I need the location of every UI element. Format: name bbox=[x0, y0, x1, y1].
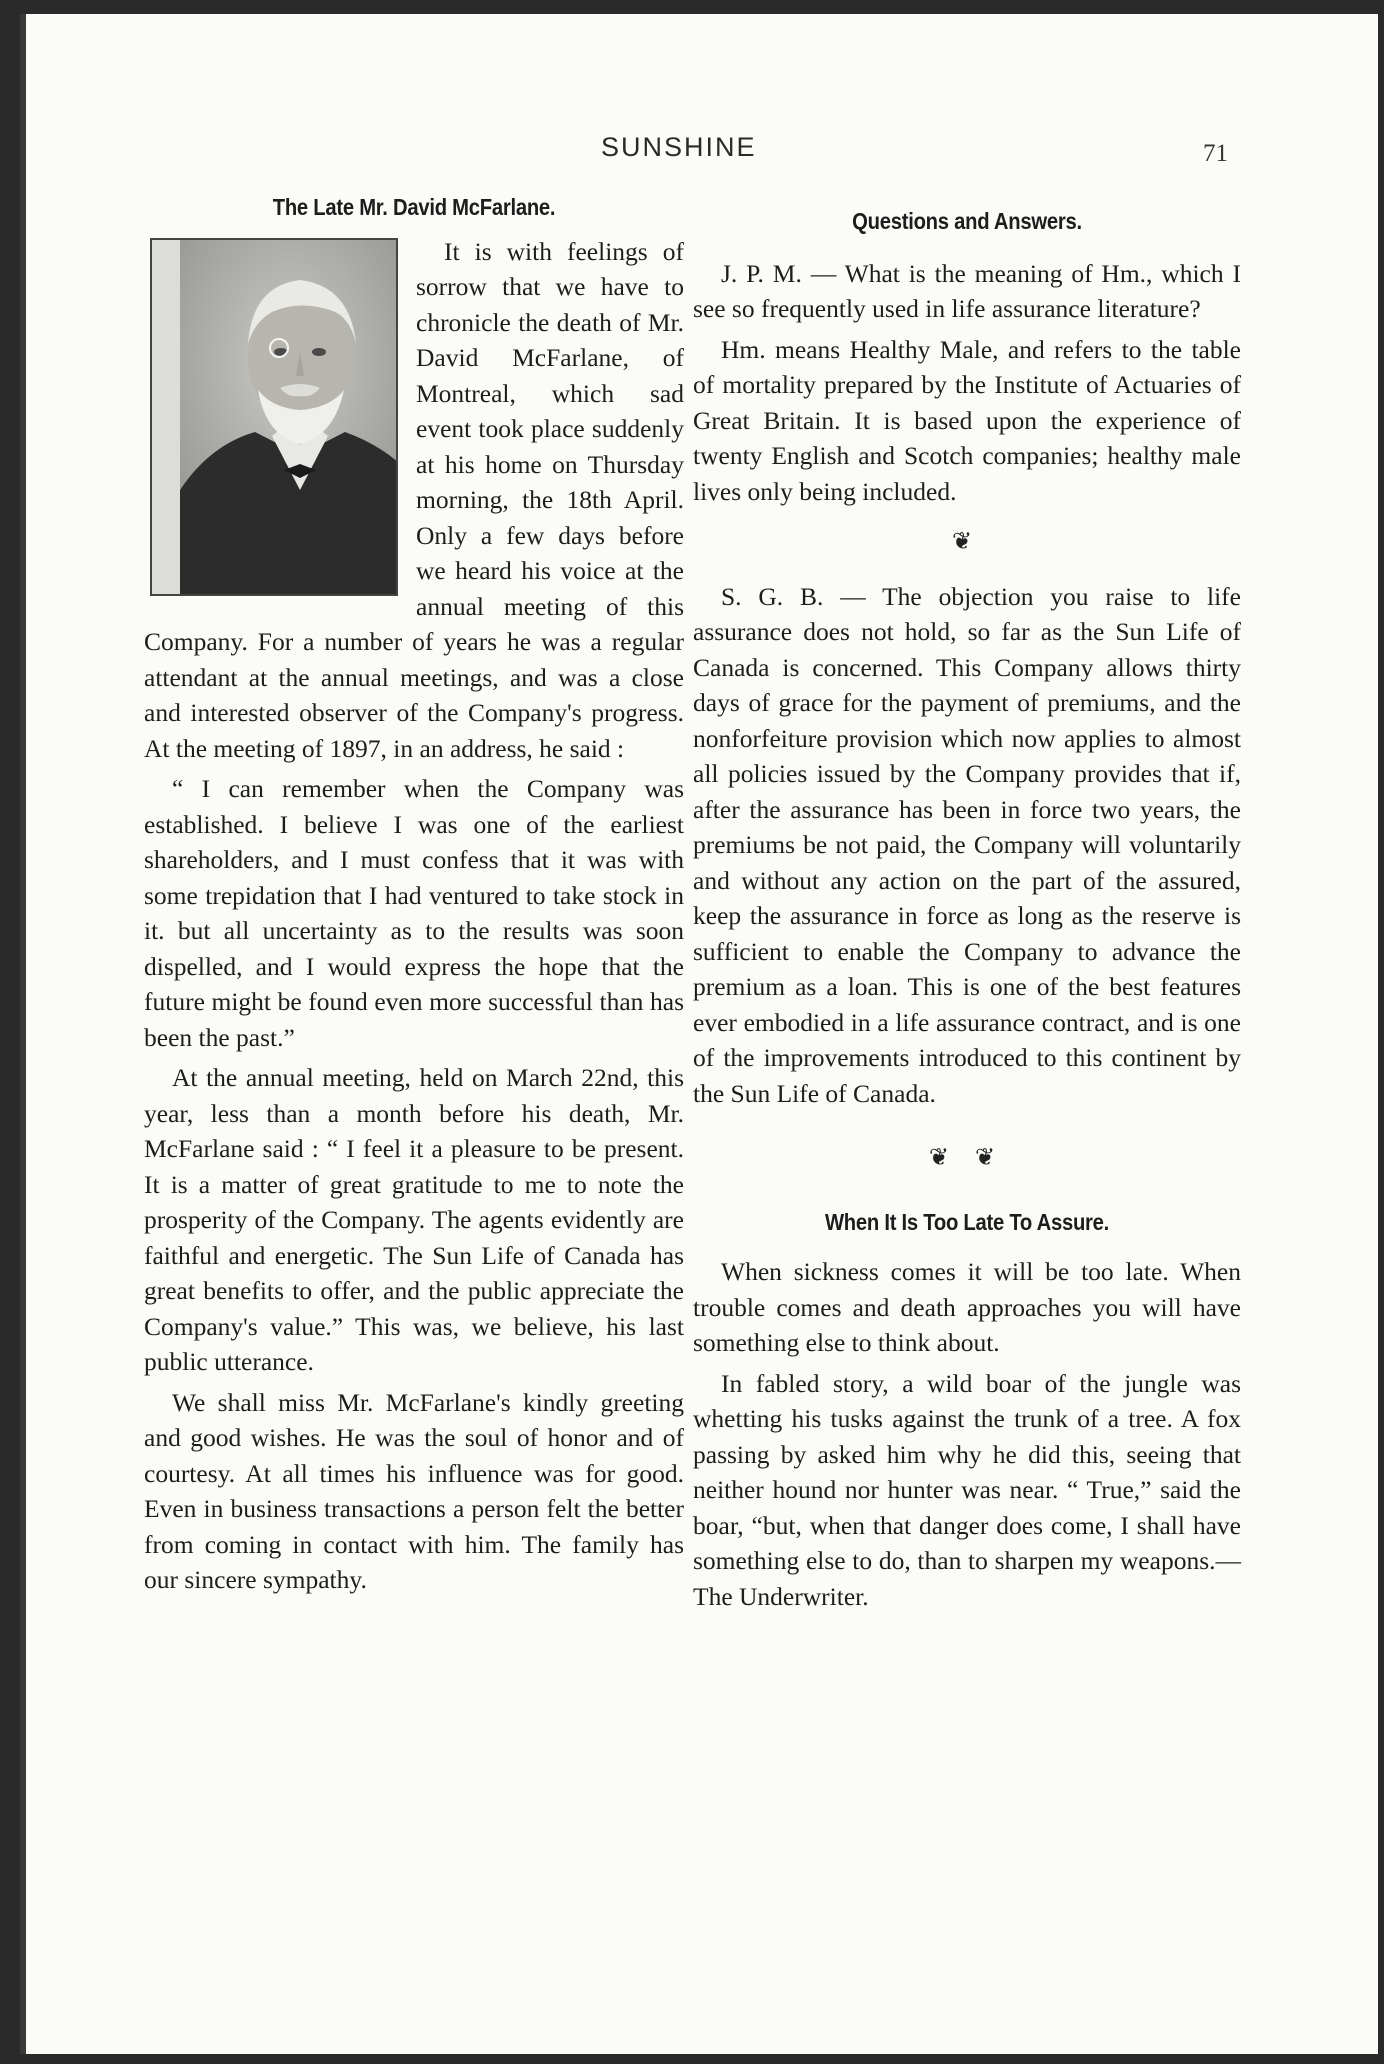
fleuron-icon: ❦ bbox=[951, 529, 983, 555]
running-title: SUNSHINE bbox=[601, 132, 757, 162]
obituary-paragraph-2: “ I can remember when the Company was established. I believe I was one of the earliest shareholders, and I must confess that it was with some trepidation that I had ventured to take stock in it. but all uncertainty as to the results was soon dispelled, and I would express the hope that the future might be found even more successful than has been the past.” bbox=[144, 774, 684, 1052]
questions-heading: Questions and Answers. bbox=[852, 208, 1082, 234]
question-2: S. G. B. — The objection you raise to life assurance does not hold, so far as the Sun Life of Canada is concerned. This Company allows thirty days of grace for the payment of premiums, and the nonforfeiture provision which now applies to almost all policies issued by the Company provides that if, after the assurance has been in force two years, the premiums be not paid, the Company will voluntarily and without any action on the part of the assured, keep the assurance in force as long as the reserve is sufficient to enable the Company to advance the premium as a loan. This is one of the best features ever embodied in a life assurance contract, and is one of the improvements introduced to this continent by the Sun Life of Canada. bbox=[693, 581, 1241, 1108]
obituary-paragraph-1: It is with feelings of sorrow that we have to chronicle the death of Mr. David McFarlane, of Montreal, which sad event took place suddenly at his home on Thursday morning, the 18th April. Only a few days before we heard his voice at the annual meeting of this Company. For a number of years he was a regular attendant at the annual meetings, and was a close and interested observer of the Company's progress. At the meeting of 1897, in an address, he said : bbox=[144, 236, 684, 763]
too-late-paragraph-1: When sickness comes it will be too late. When trouble comes and death approaches you will have something else to think about. bbox=[693, 1257, 1241, 1357]
question-1: J. P. M. — What is the meaning of Hm., which I see so frequently used in life assurance literature? bbox=[693, 258, 1241, 323]
portrait-photo bbox=[150, 238, 398, 596]
double-fleuron-icon: ❦ ❦ bbox=[928, 1145, 1006, 1171]
answer-1: Hm. means Healthy Male, and refers to the table of mortality prepared by the Institute of Actuaries of Great Britain. It is based upon the experience of twenty English and Scotch companies; healthy male lives only being included. bbox=[693, 334, 1241, 506]
portrait-illustration bbox=[180, 240, 398, 594]
page-number: 71 bbox=[1203, 140, 1228, 167]
too-late-heading: When It Is Too Late To Assure. bbox=[824, 1208, 1110, 1235]
obituary-heading: The Late Mr. David McFarlane. bbox=[272, 194, 556, 220]
too-late-paragraph-2: In fabled story, a wild boar of the jungle was whetting his tusks against the trunk of a tree. A fox passing by asked him why he did this, seeing that neither hound nor hunter was near. “ True,” said the boar, “but, when that danger does come, I shall have something else to do, than to sharpen my weapons.—The Underwriter. bbox=[693, 1368, 1241, 1611]
right-column bbox=[693, 190, 1241, 1619]
page bbox=[20, 14, 1378, 2054]
obituary-paragraph-3: At the annual meeting, held on March 22nd, this year, less than a month before his death, Mr. McFarlane said : “ I feel it a pleasure to be present. It is a matter of great gratitude to me to note the prosperity of the Company. The agents evidently are faithful and energetic. The Sun Life of Canada has great benefits to offer, and the public appreciate the Company's value.” This was, we believe, his last public utterance. bbox=[144, 1063, 684, 1376]
page-header bbox=[26, 132, 1378, 172]
obituary-paragraph-4: We shall miss Mr. McFarlane's kindly greeting and good wishes. He was the soul of honor and of courtesy. At all times his influence was for good. Even in business transactions a person felt the better from coming in contact with him. The family has our sincere sympathy. bbox=[144, 1387, 684, 1594]
left-column bbox=[144, 190, 684, 1603]
